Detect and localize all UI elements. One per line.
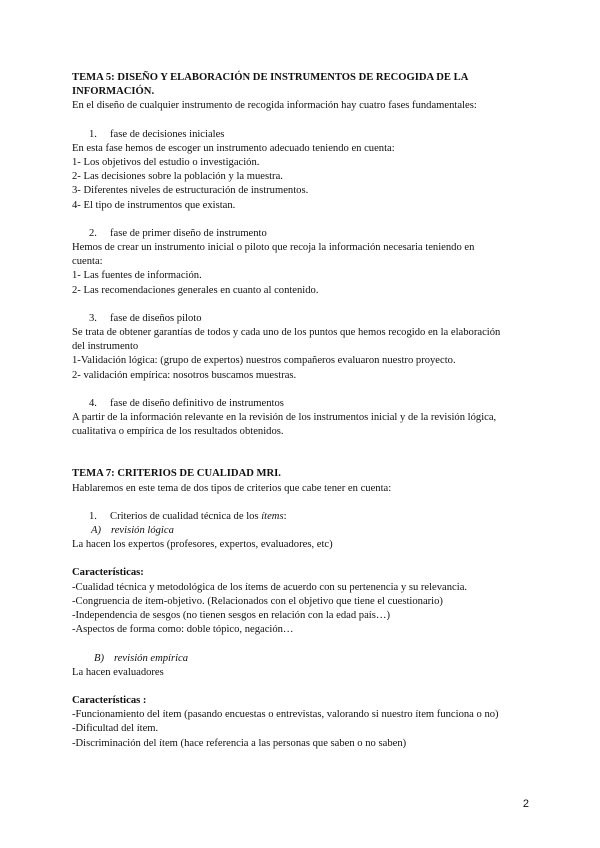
tema7-title: TEMA 7: CRITERIOS DE CUALIDAD MRI. (72, 468, 281, 480)
phase-3-line: del instrumento (72, 341, 139, 353)
phase-1-line: 3- Diferentes niveles de estructuración de instrumentos. (72, 185, 309, 197)
characteristic-b-line: -Discriminación del ítem (hace referencia a las personas que saben o no saben) (72, 737, 407, 749)
phase-2-line: Hemos de crear un instrumento inicial o piloto que recoja la información necesaria teniendo en (72, 242, 475, 254)
sub-a-heading (91, 524, 532, 538)
tema5-title-line2: INFORMACIÓN. (72, 86, 155, 98)
sub-a-title: revisión lógica (111, 525, 174, 537)
characteristics-a-heading: Características: (72, 567, 144, 579)
phase-1-line: 2- Las decisiones sobre la población y la muestra. (72, 171, 283, 183)
phase-3-line: 1-Validación lógica: (grupo de expertos) nuestros compañeros evaluaron nuestro proyecto. (72, 355, 456, 367)
phase-1-line: 4- El tipo de instrumentos que existan. (72, 199, 236, 211)
phase-1-line: 1- Los objetivos del estudio o investigación. (72, 157, 260, 169)
phase-3-line: Se trata de obtener garantías de todos y cada uno de los puntos que hemos recogido en la elaboración (72, 327, 501, 339)
phase-3-line: 2- validación empírica: nosotros buscamos muestras. (72, 369, 297, 381)
characteristic-a-line: -Congruencia de ítem-objetivo. (Relacionados con el objetivo que tiene el cuestionario) (72, 595, 443, 607)
sub-b-heading (94, 652, 532, 666)
phase-3-heading (89, 312, 532, 326)
phase-4-line: A partir de la información relevante en la revisión de los instrumentos inicial y de la revisión lógica, (72, 412, 497, 424)
characteristic-a-line: -Aspectos de forma como: doble tópico, negación… (72, 624, 294, 636)
sub-a-number: A) (91, 525, 101, 537)
criteria-colon: : (283, 510, 287, 522)
phase-1-heading (89, 128, 532, 142)
tema7-intro: Hablaremos en este tema de dos tipos de criterios que cabe tener en cuenta: (72, 482, 392, 494)
criteria-number: 1. (89, 510, 97, 522)
tema5-intro: En el diseño de cualquier instrumento de recogida información hay cuatro fases fundamentales: (72, 100, 477, 112)
characteristic-b-line: -Dificultad del ítem. (72, 723, 159, 735)
phase-2-line: cuenta: (72, 256, 103, 268)
phase-1-line: En esta fase hemos de escoger un instrumento adecuado teniendo en cuenta: (72, 142, 395, 154)
phase-4-number: 4. (89, 397, 97, 409)
characteristic-a-line: -Independencia de sesgos (no tienen sesgos en relación con la edad país…) (72, 610, 390, 622)
phase-2-number: 2. (89, 227, 97, 239)
sub-b-description: La hacen evaluadores (72, 666, 164, 678)
phase-2-line: 2- Las recomendaciones generales en cuanto al contenido. (72, 284, 319, 296)
tema5-title-line1: TEMA 5: DISEÑO Y ELABORACIÓN DE INSTRUMENTOS DE RECOGIDA DE LA (72, 72, 469, 83)
characteristic-b-line: -Funcionamiento del ítem (pasando encuestas o entrevistas, valorando si nuestro ítem funciona o no) (72, 709, 499, 721)
phase-3-title: fase de diseños piloto (110, 312, 202, 324)
phase-1-number: 1. (89, 128, 97, 140)
phase-2-title: fase de primer diseño de instrumento (110, 227, 267, 239)
page-number: 2 (522, 798, 529, 810)
phase-2-line: 1- Las fuentes de información. (72, 270, 202, 282)
phase-3-number: 3. (89, 312, 97, 324)
sub-a-description: La hacen los expertos (profesores, expertos, evaluadores, etc) (72, 539, 333, 551)
document-page (72, 71, 532, 751)
phase-4-line: cualitativa o empírica de los resultados obtenidos. (72, 426, 284, 438)
characteristics-b-heading: Características : (72, 694, 147, 706)
criteria-text: Criterios de cualidad técnica de los (110, 510, 262, 522)
phase-2-heading (89, 227, 532, 241)
criteria-heading (89, 510, 532, 524)
phase-1-title: fase de decisiones iniciales (110, 128, 225, 140)
characteristic-a-line: -Cualidad técnica y metodológica de los ítems de acuerdo con su pertenencia y su relevancia. (72, 581, 468, 593)
phase-4-heading (89, 397, 532, 411)
criteria-italic: ítems (261, 510, 284, 522)
sub-b-number: B) (94, 652, 104, 664)
sub-b-title: revisión empírica (114, 652, 189, 664)
phase-4-title: fase de diseño definitivo de instrumentos (110, 397, 284, 409)
